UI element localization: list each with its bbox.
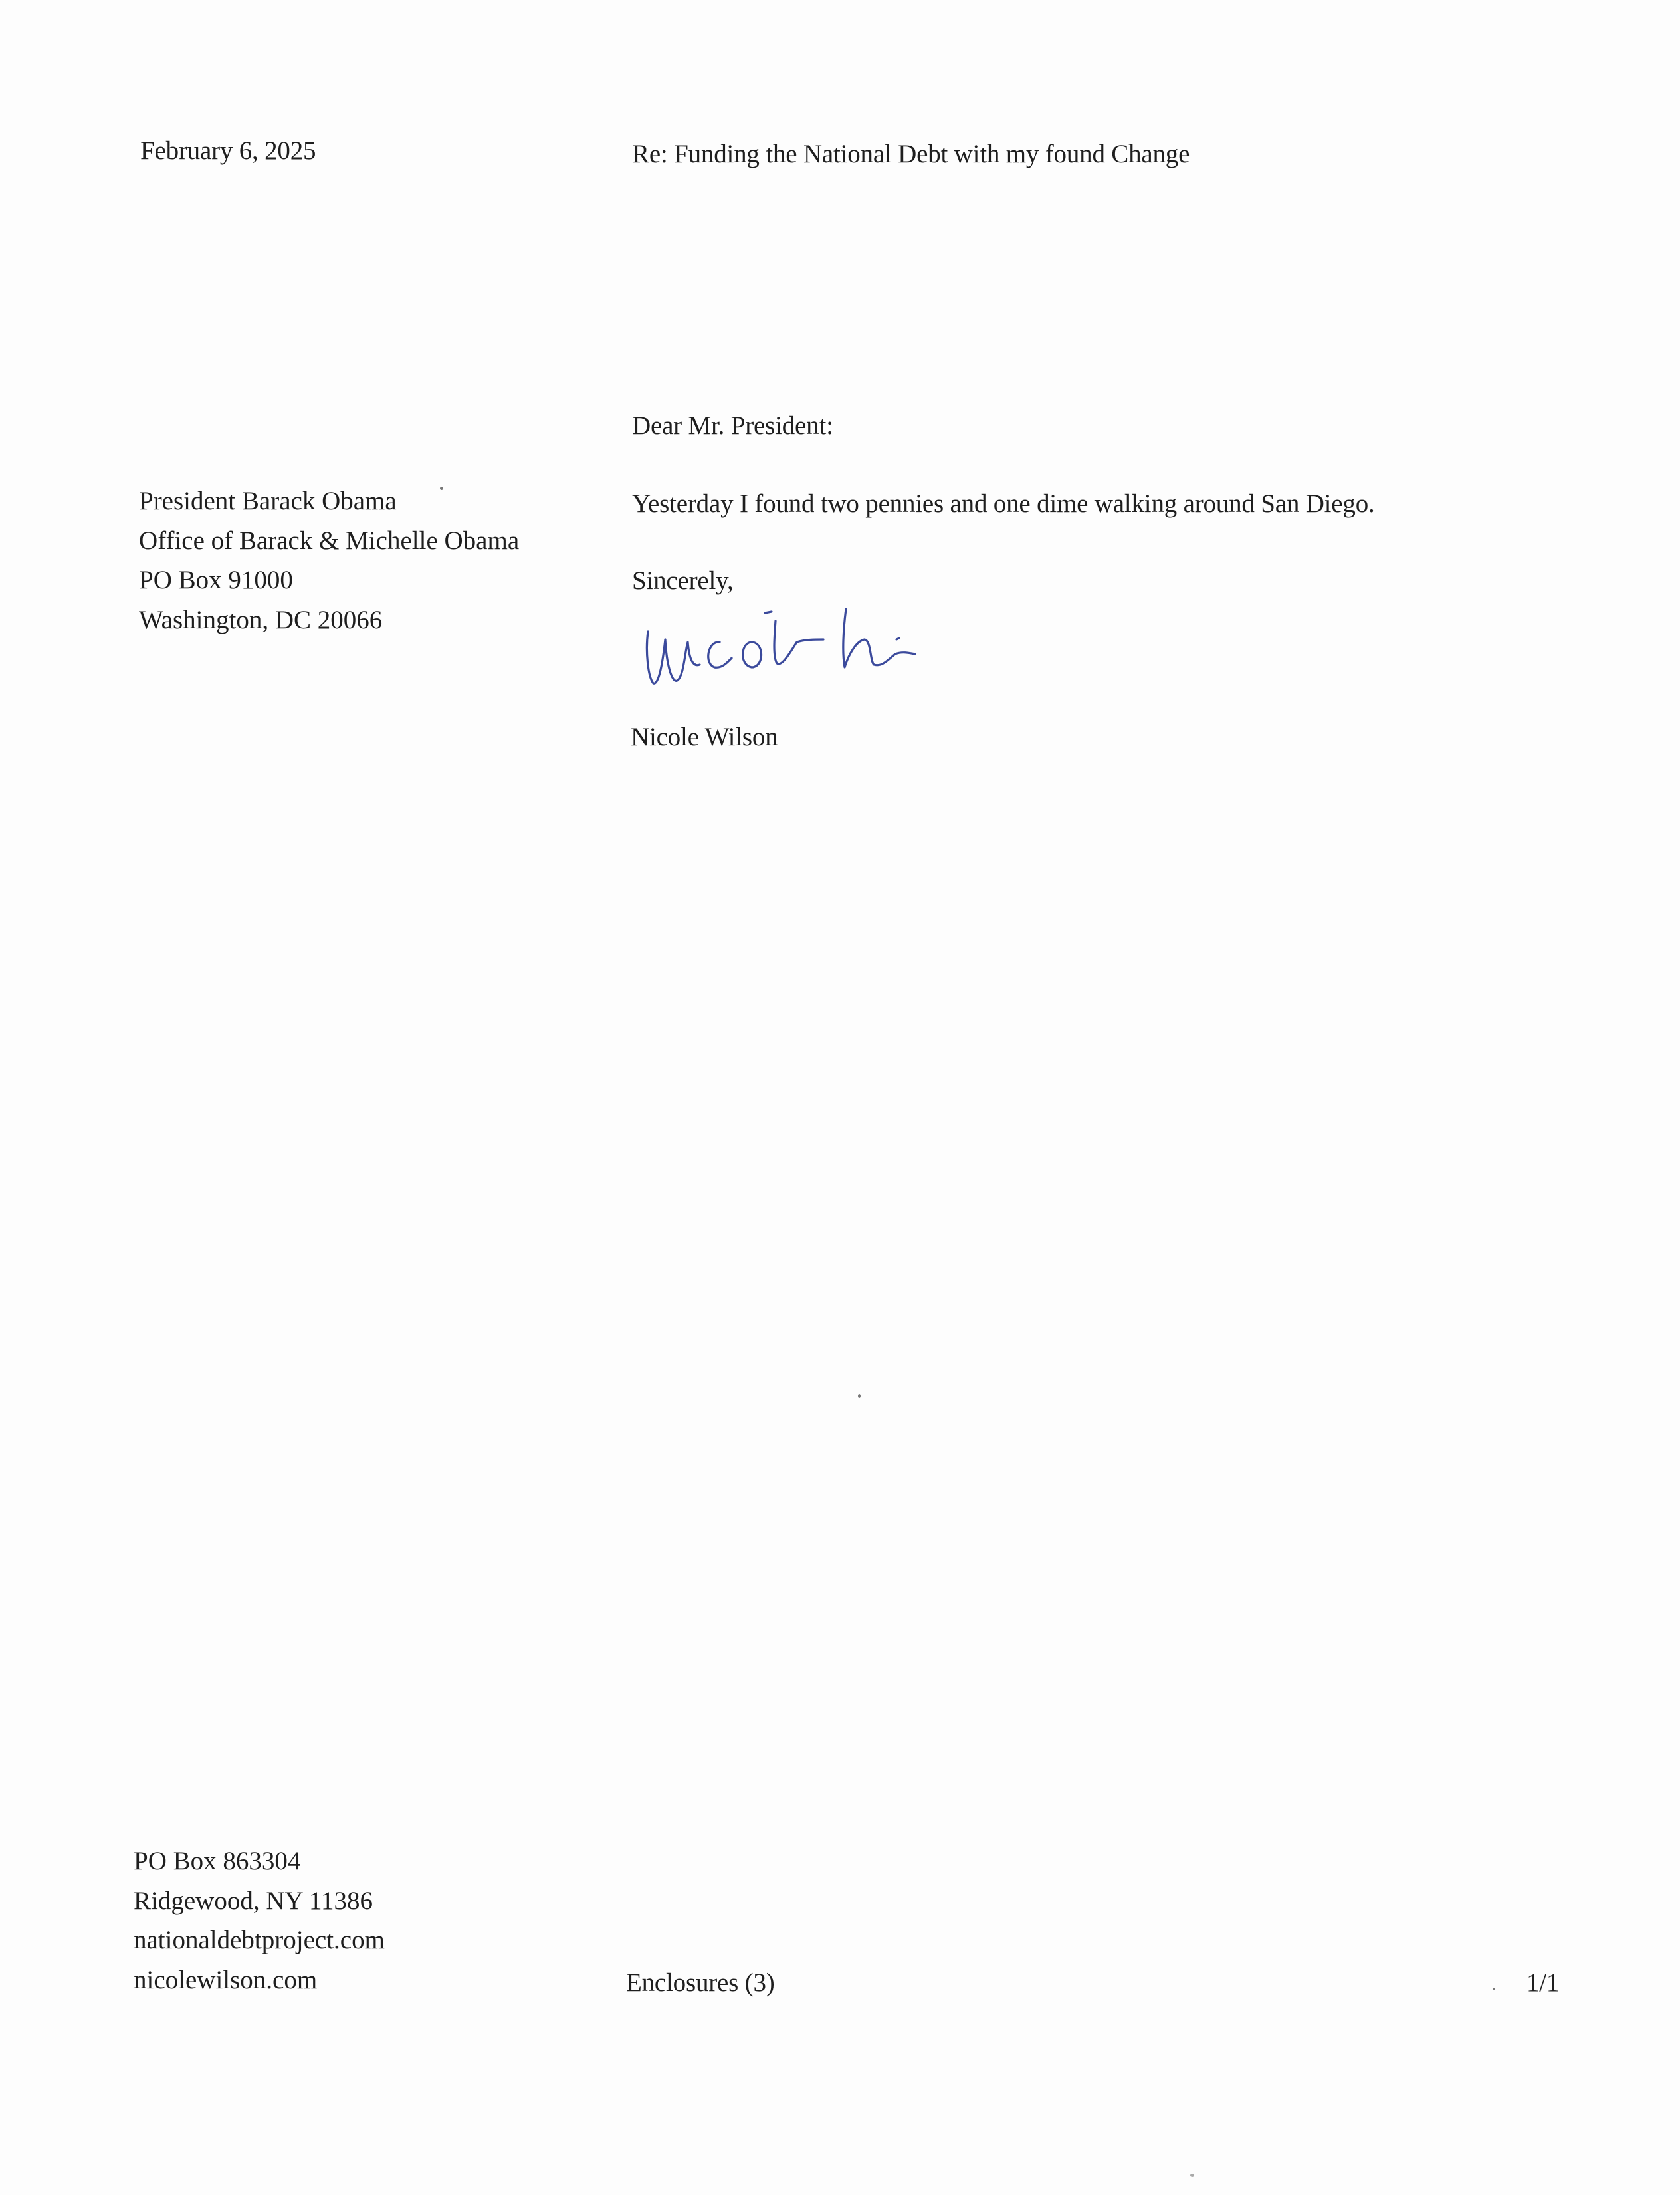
enclosures-note: Enclosures (3) (626, 1968, 775, 1997)
scan-speck (1493, 1988, 1495, 1990)
letter-body: Yesterday I found two pennies and one dime walking around San Diego. (632, 489, 1375, 518)
recipient-name: President Barack Obama (139, 487, 397, 515)
signer-name: Nicole Wilson (631, 723, 778, 751)
sender-po-box: PO Box 863304 (134, 1847, 301, 1875)
page-number: 1/1 (1526, 1968, 1560, 1997)
sender-address (134, 1841, 385, 2000)
closing: Sincerely, (632, 566, 734, 595)
recipient-office: Office of Barack & Michelle Obama (139, 526, 520, 555)
scan-speck (1190, 2174, 1194, 2177)
recipient-city: Washington, DC 20066 (139, 605, 383, 634)
sender-website-project: nationaldebtproject.com (134, 1926, 385, 1954)
sender-city: Ridgewood, NY 11386 (134, 1886, 373, 1915)
recipient-po-box: PO Box 91000 (139, 566, 293, 594)
recipient-address (139, 481, 519, 639)
letter-subject: Re: Funding the National Debt with my found Change (632, 140, 1190, 168)
sender-website-personal: nicolewilson.com (134, 1965, 318, 1994)
letter-date: February 6, 2025 (140, 136, 316, 165)
scan-speck (858, 1394, 861, 1398)
salutation: Dear Mr. President: (632, 411, 833, 440)
scan-speck (440, 487, 443, 490)
handwritten-signature (635, 598, 980, 698)
